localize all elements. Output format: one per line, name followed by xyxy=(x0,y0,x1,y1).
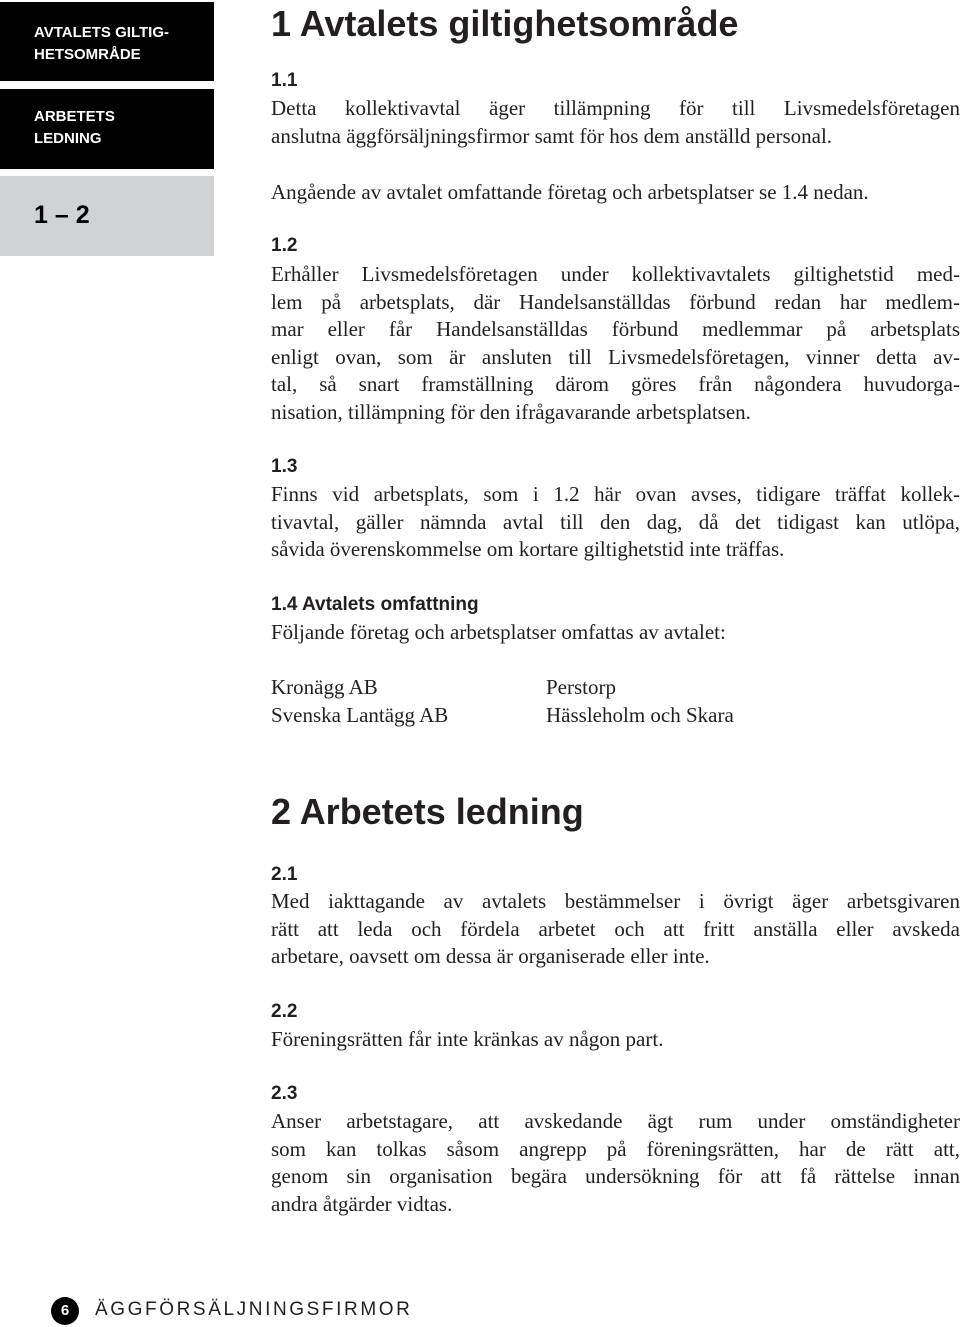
text-line: Föreningsrätten får inte kränkas av någon part. xyxy=(271,1027,664,1051)
sidebar-tab-label: ARBETETS xyxy=(34,108,115,125)
text-line: arbetare, oavsett om dessa är organiserade eller inte. xyxy=(271,944,710,969)
text-line: enligt ovan, som är ansluten till Livsmedelsföretagen, vinner detta av- xyxy=(271,344,960,369)
text-line: Följande företag och arbetsplatser omfattas av avtalet: xyxy=(271,620,726,644)
clause-2-1-number: 2.1 xyxy=(271,864,298,885)
clause-1-4-heading: 1.4 Avtalets omfattning xyxy=(271,594,479,615)
clause-1-1-number: 1.1 xyxy=(271,70,298,91)
clause-2-1-text xyxy=(271,888,960,971)
text-line: som kan tolkas såsom angrepp på föreningsrätten, har de rätt att, xyxy=(271,1136,960,1161)
text-line: nisation, tillämpning för den ifrågavarande arbetsplatsen. xyxy=(271,399,751,424)
text-line: såvida överenskommelse om kortare giltighetstid inte träffas. xyxy=(271,537,785,562)
clause-2-3-number: 2.3 xyxy=(271,1083,298,1104)
text-line: Med iakttagande av avtalets bestämmelser i övrigt äger arbetsgivaren xyxy=(271,889,960,913)
sidebar-tab-section-range[interactable] xyxy=(0,176,214,256)
text-line: mar eller får Handelsanställdas förbund medlemmar på arbetsplats xyxy=(271,317,960,342)
clause-2-3-text xyxy=(271,1108,960,1218)
text-line: tivavtal, gäller nämnda avtal till den dag, då det tidigast kan utlöpa, xyxy=(271,509,960,534)
text-line: Anser arbetstagare, att avskedande ägt rum under omständigheter xyxy=(271,1109,960,1133)
text-line: lem på arbetsplats, där Handelsanställdas förbund redan har medlem- xyxy=(271,289,960,314)
company-place: Perstorp xyxy=(546,675,616,699)
clause-1-3-text xyxy=(271,481,960,564)
clause-1-4-intro xyxy=(271,619,960,647)
text-line: rätt att leda och fördela arbetet och att fritt anställa eller avskeda xyxy=(271,916,960,941)
clause-1-2-number: 1.2 xyxy=(271,235,298,256)
page-number-badge: 6 xyxy=(51,1297,79,1325)
sidebar-tab-label: HETSOMRÅDE xyxy=(34,46,141,63)
sidebar-tab-arbetets-ledning[interactable] xyxy=(0,89,214,169)
clause-1-1-extra xyxy=(271,179,960,207)
text-line: genom sin organisation begära undersökning för att få rättelse innan xyxy=(271,1164,960,1189)
sidebar-tab-giltighetsomrade[interactable] xyxy=(0,2,214,81)
text-line: tal, så snart framställning därom göres från någondera huvudorga- xyxy=(271,372,960,397)
clause-1-2-text xyxy=(271,261,960,427)
section-2-heading: 2 Arbetets ledning xyxy=(271,791,584,832)
clause-2-2-text xyxy=(271,1026,960,1054)
section-1-heading: 1 Avtalets giltighetsområde xyxy=(271,3,739,44)
sidebar-tab-label: 1 – 2 xyxy=(34,201,90,229)
text-line: anslutna äggförsäljningsfirmor samt för hos dem anställd personal. xyxy=(271,123,833,148)
footer-title: ÄGGFÖRSÄLJNINGSFIRMOR xyxy=(95,1299,413,1320)
text-line: Finns vid arbetsplats, som i 1.2 här ovan avses, tidigare träffat kollek- xyxy=(271,482,960,506)
sidebar-tab-label: AVTALETS GILTIG- xyxy=(34,24,169,41)
text-line: Angående av avtalet omfattande företag och arbetsplatser se 1.4 nedan. xyxy=(271,180,869,204)
sidebar-tab-label: LEDNING xyxy=(34,130,102,147)
company-name: Kronägg AB xyxy=(271,675,378,699)
text-line: andra åtgärder vidtas. xyxy=(271,1191,453,1216)
company-place: Hässleholm och Skara xyxy=(546,703,734,727)
company-name: Svenska Lantägg AB xyxy=(271,703,449,727)
text-line: Detta kollektivavtal äger tillämpning för till Livsmedelsföretagen xyxy=(271,96,960,120)
text-line: Erhåller Livsmedelsföretagen under kollektivavtalets giltighetstid med- xyxy=(271,262,960,286)
clause-1-3-number: 1.3 xyxy=(271,456,298,477)
clause-1-1-text xyxy=(271,95,960,150)
clause-2-2-number: 2.2 xyxy=(271,1001,298,1022)
